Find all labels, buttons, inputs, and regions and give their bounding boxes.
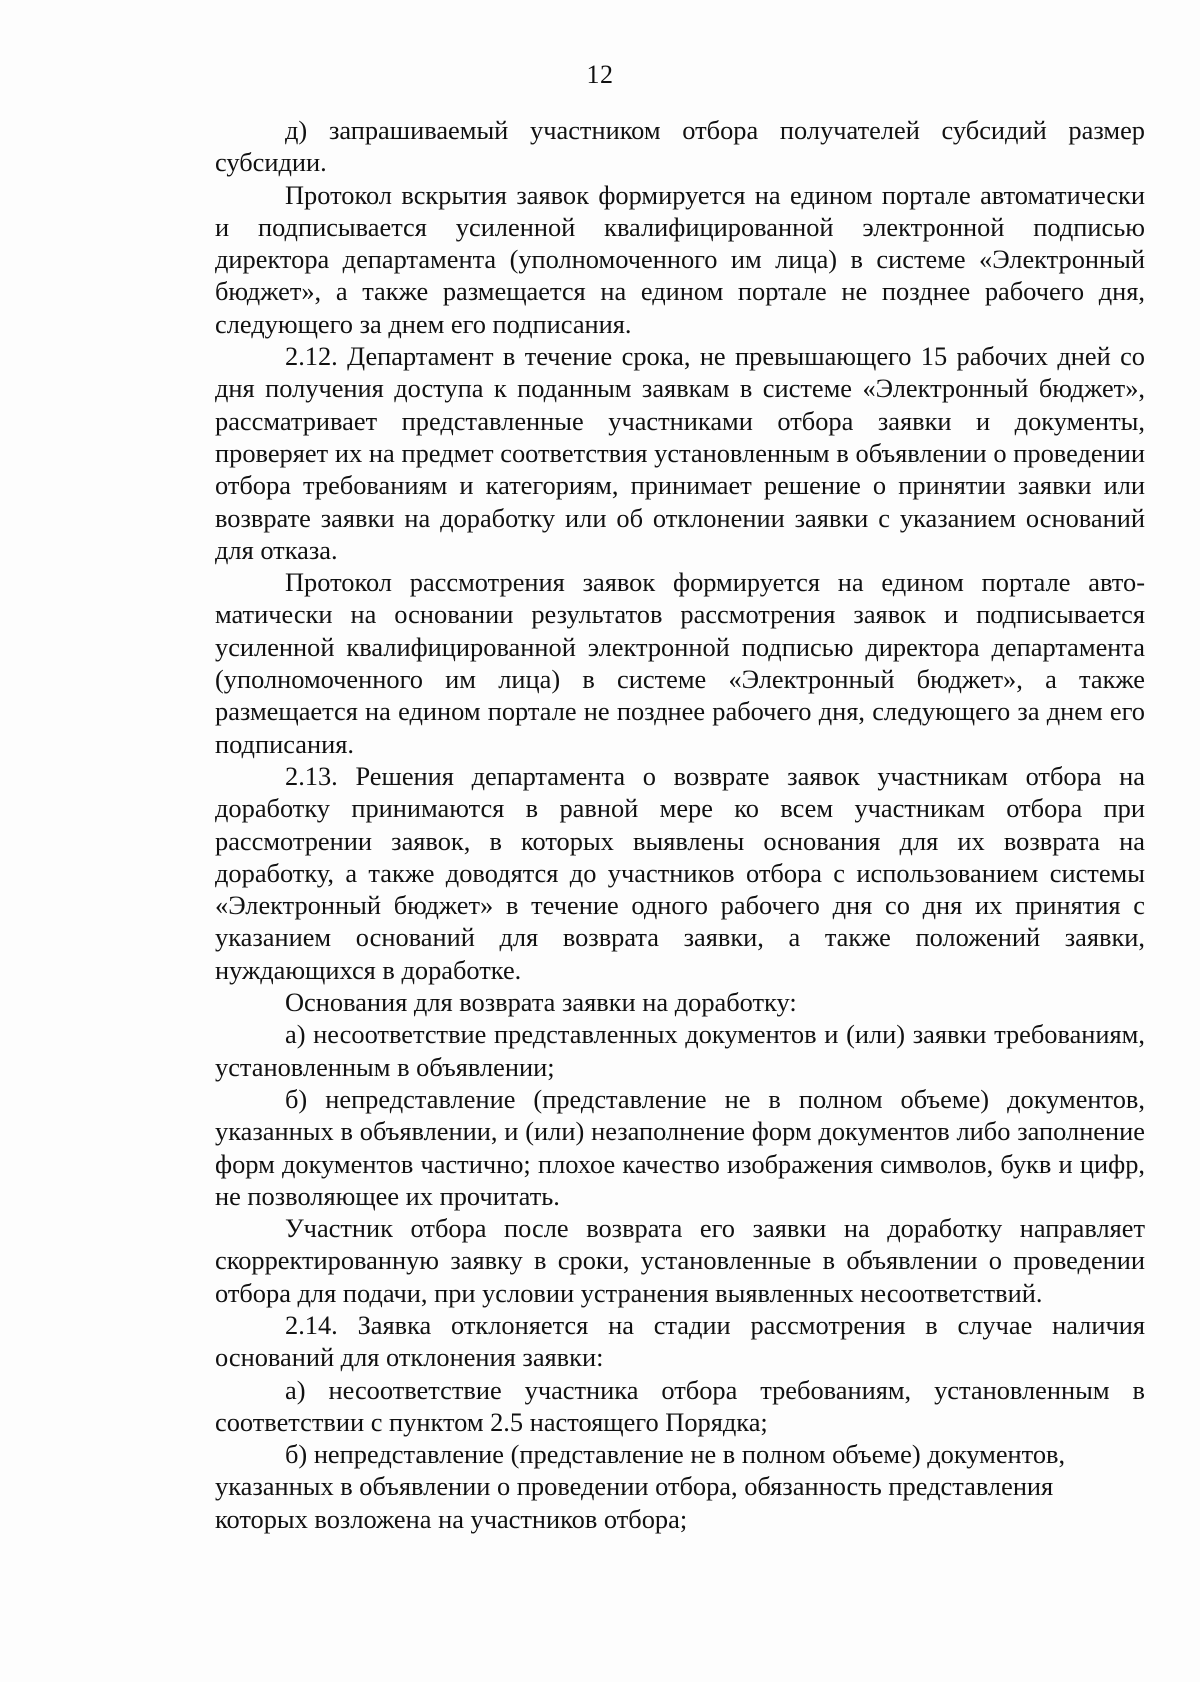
paragraph-return-ground-a: а) несоответствие представленных документов и (или) заявки требованиям, установленным в объявлении; [215, 1019, 1145, 1082]
paragraph-opening-protocol: Протокол вскрытия заявок формируется на едином портале автоматически и подписывается усиленной квалифицированной электронной подписью директора департамента (уполномоченного им лица) в системе «Электронный бюджет», а также размещается на едином портале не позднее рабочего дня, следующего за днем его подписания. [215, 179, 1145, 339]
paragraph-subsidy-amount: д) запрашиваемый участником отбора получателей субсидий размер субсидии. [215, 115, 1145, 178]
paragraph-2-13: 2.13. Решения департамента о возврате заявок участникам отбора на доработку принимаются в равной мере ко всем участникам отбора при рассмотрении заявок, в которых выявлены основания для их возврата на доработку, а также доводятся до участников отбора с использованием системы «Электронный бюджет» в течение одного рабочего дня со дня их принятия с указанием оснований для возврата заявки, а также положений заявки, нуждающихся в доработке. [215, 760, 1145, 985]
paragraph-return-grounds-heading: Основания для возврата заявки на доработку: [285, 987, 797, 1018]
paragraph-reject-ground-b: б) непредставление (представление не в полном объеме) документов, указанных в объявлении о проведении отбора, обязанность представления которых возложена на участников отбора; [215, 1439, 1066, 1534]
paragraph-return-ground-b: б) непредставление (представление не в полном объеме) документов, указанных в объявлении, и (или) незаполнение форм документов либо заполнение форм документов частично; плохое качество изображения символов, букв и цифр, не позволяющее их прочитать. [215, 1083, 1145, 1211]
paragraph-2-14: 2.14. Заявка отклоняется на стадии рассмотрения в случае наличия оснований для отклонения заявки: [215, 1309, 1145, 1373]
document-body [215, 114, 1145, 1535]
paragraph-reject-ground-a: а) несоответствие участника отбора требованиям, установленным в соответствии с пунктом 2.5 настоящего Порядка; [215, 1374, 1145, 1437]
paragraph-review-protocol: Протокол рассмотрения заявок формируется на едином портале автоматически на основании результатов рассмотрения заявок и подписывается усиленной квалифицированной электронной подписью директора департамента (уполномоченного им лица) в системе «Электронный бюджет», а также размещается на едином портале не позднее рабочего дня, следующего за днем его подписания. [215, 567, 1145, 759]
paragraph-2-12: 2.12. Департамент в течение срока, не превышающего 15 рабочих дней со дня получения доступа к поданным заявкам в системе «Электронный бюджет», рассматривает представленные участниками отбора заявки и документы, проверяет их на предмет соответствия установленным в объявлении о проведении отбора требованиям и категориям, принимает решение о принятии заявки или возврате заявки на доработку или об отклонении заявки с указанием оснований для отказа. [215, 341, 1145, 565]
paragraph-resubmission: Участник отбора после возврата его заявки на доработку направляет скорректированную заявку в сроки, установленные в объявлении о проведении отбора для подачи, при условии устранения выявленных несоответствий. [215, 1213, 1145, 1308]
page-number: 12 [586, 60, 614, 89]
